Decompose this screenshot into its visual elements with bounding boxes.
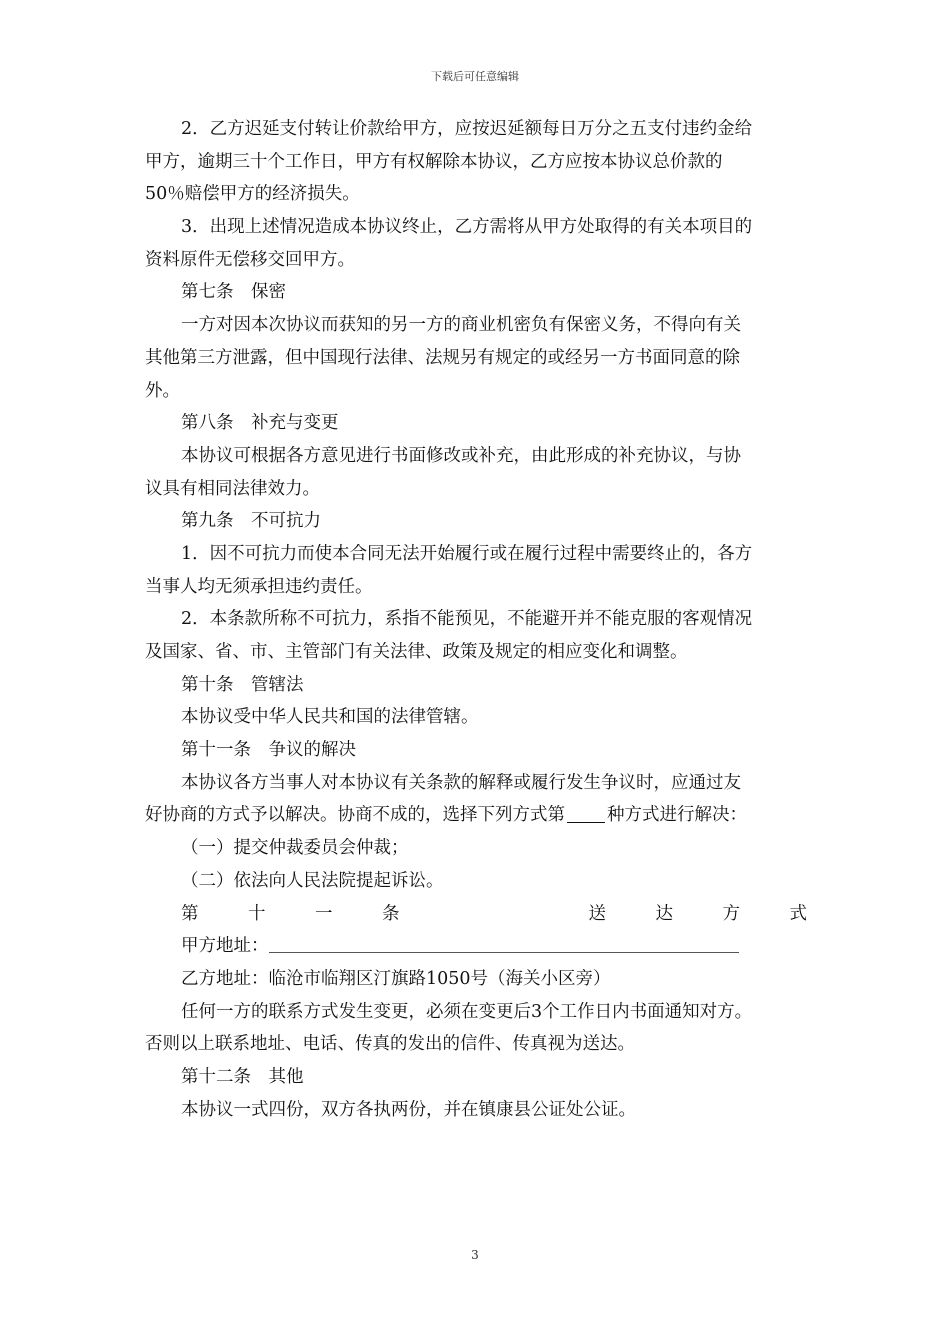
paragraph-line: 及国家、省、市、主管部门有关法律、政策及规定的相应变化和调整。 xyxy=(145,642,688,662)
section-heading: 第十一条 争议的解决 xyxy=(181,740,356,761)
address-blank xyxy=(269,936,739,953)
heading-char: 式 xyxy=(789,903,807,924)
paragraph-line xyxy=(145,799,817,832)
address-line-party-a xyxy=(145,930,817,963)
heading-gap xyxy=(449,898,539,931)
paragraph-line: 否则以上联系地址、电话、传真的发出的信件、传真视为送达。 xyxy=(145,1034,635,1055)
address-line-party-b: 乙方地址：临沧市临翔区汀旗路1050号（海关小区旁） xyxy=(181,968,611,989)
paragraph-line: 外。 xyxy=(145,380,180,401)
paragraph-line: 50％赔偿甲方的经济损失。 xyxy=(145,184,360,205)
page-header: 下载后可任意编辑 xyxy=(431,70,519,83)
paragraph-line: 1．因不可抗力而使本合同无法开始履行或在履行过程中需要终止的，各方 xyxy=(181,543,753,564)
paragraph-line: 一方对因本次协议而获知的另一方的商业机密负有保密义务，不得向有关 xyxy=(181,315,741,336)
heading-char: 方 xyxy=(722,903,740,924)
section-heading: 第十二条 其他 xyxy=(181,1066,304,1087)
heading-char: 达 xyxy=(655,903,673,924)
paragraph-line: （一）提交仲裁委员会仲裁； xyxy=(181,838,409,859)
address-label: 甲方地址： xyxy=(181,936,269,957)
paragraph-line: 其他第三方泄露，但中国现行法律、法规另有规定的或经另一方书面同意的除 xyxy=(145,347,740,368)
heading-char: 送 xyxy=(588,903,606,924)
paragraph-line: 2．本条款所称不可抗力，系指不能预见，不能避开并不能克服的客观情况 xyxy=(181,609,753,630)
paragraph-line: 甲方，逾期三十个工作日，甲方有权解除本协议，乙方应按本协议总价款的 xyxy=(145,151,723,172)
paragraph-line: 本协议各方当事人对本协议有关条款的解释或履行发生争议时，应通过友 xyxy=(181,772,741,793)
paragraph-line: 任何一方的联系方式发生变更，必须在变更后3个工作日内书面通知对方。 xyxy=(181,1001,753,1022)
fill-in-blank xyxy=(567,802,605,823)
paragraph-line: 本协议可根据各方意见进行书面修改或补充，由此形成的补充协议，与协 xyxy=(181,445,741,466)
paragraph-line: 议具有相同法律效力。 xyxy=(145,478,320,499)
section-heading-spread xyxy=(145,898,817,931)
paragraph-line: 本协议受中华人民共和国的法律管辖。 xyxy=(181,707,479,728)
heading-char: 一 xyxy=(315,903,333,924)
paragraph-line: 2．乙方迟延支付转让价款给甲方，应按迟延额每日万分之五支付违约金给 xyxy=(181,119,753,139)
paragraph-line: 3．出现上述情况造成本协议终止，乙方需将从甲方处取得的有关本项目的 xyxy=(181,217,753,238)
section-heading: 第八条 补充与变更 xyxy=(181,413,339,434)
document-body xyxy=(145,113,817,1126)
paragraph-text: 好协商的方式予以解决。协商不成的，选择下列方式第 xyxy=(145,805,565,826)
heading-char: 第 xyxy=(181,903,199,924)
paragraph-text: 种方式进行解决： xyxy=(607,805,747,826)
section-heading: 第九条 不可抗力 xyxy=(181,511,321,532)
page-number: 3 xyxy=(471,1248,479,1262)
section-heading: 第十条 管辖法 xyxy=(181,674,304,695)
heading-char: 十 xyxy=(248,903,266,924)
heading-char: 条 xyxy=(382,903,400,924)
paragraph-line: （二）依法向人民法院提起诉讼。 xyxy=(181,870,444,891)
paragraph-line: 资料原件无偿移交回甲方。 xyxy=(145,249,355,270)
paragraph-line: 本协议一式四份，双方各执两份，并在镇康县公证处公证。 xyxy=(181,1099,636,1120)
paragraph-line: 当事人均无须承担违约责任。 xyxy=(145,576,373,597)
section-heading: 第七条 保密 xyxy=(181,282,286,303)
